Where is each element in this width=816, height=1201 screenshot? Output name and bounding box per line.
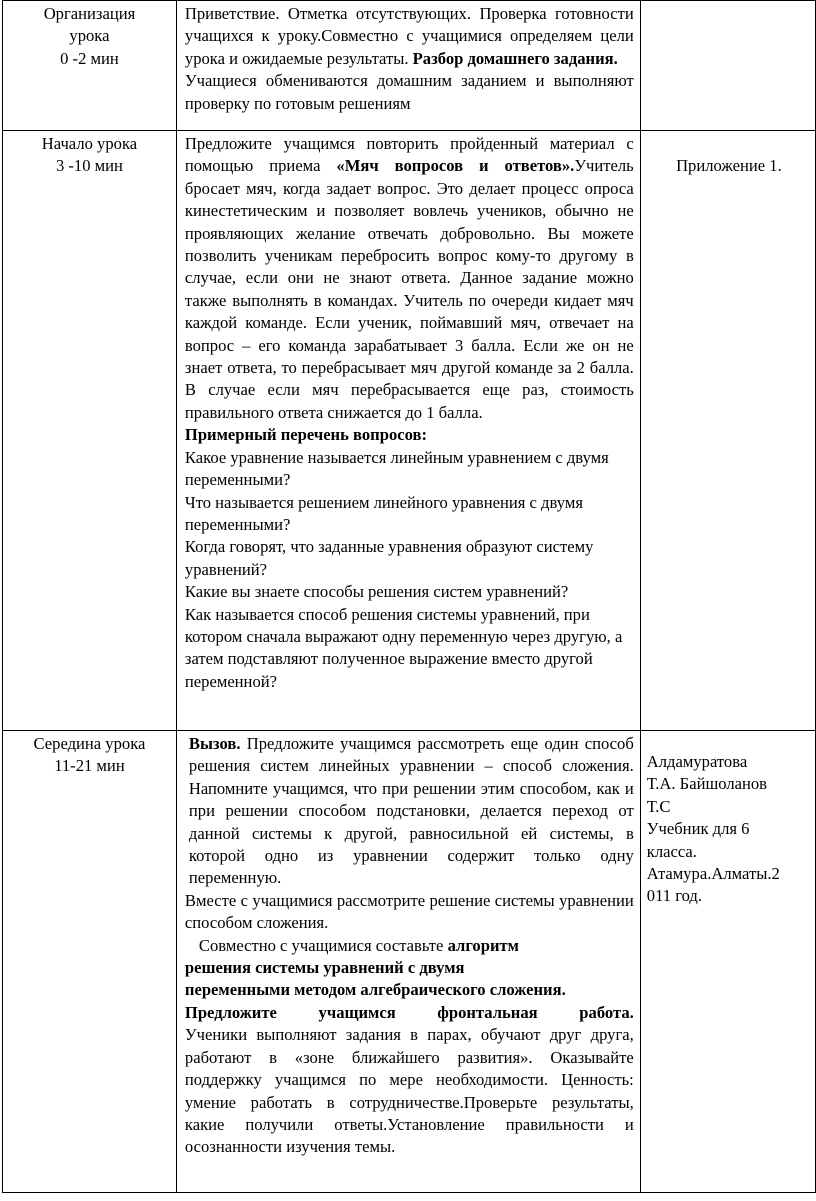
table-row (3, 1, 816, 131)
content-paragraph (185, 979, 634, 1001)
lesson-plan-table (2, 0, 816, 1193)
content-bold: решения системы уравнений с двумя (184, 958, 465, 978)
questions-title (185, 424, 634, 446)
content-text: Совместно с учащимися составьте (198, 935, 444, 955)
resources-line: Алдамуратова (646, 752, 748, 771)
stage-cell (3, 731, 177, 1193)
challenge-label: Вызов. (188, 734, 241, 753)
content-paragraph (185, 935, 634, 957)
resources-line: Т.С (646, 796, 671, 816)
question-item: Какие вы знаете способы решения систем уравнений? (184, 582, 569, 602)
table-row (3, 731, 816, 1193)
question-item: Что называется решением линейного уравнения с двумя переменными? (184, 492, 583, 534)
content-bold: «Мяч вопросов и ответов». (336, 156, 575, 176)
content-bold: Разбор домашнего задания. (412, 48, 618, 68)
table-row (3, 131, 816, 731)
resources-line: 011 год. (646, 886, 703, 906)
content-text: Предложите учащимся рассмотреть еще один способ решения систем линейных уравнении – способ сложения. Напомните учащимся, что при решении этим способом, как и при решении способом подстановки, делается переход от данной системы к другой, равносильной ей системы, в которой одно из уравнении содержит только одну переменную. (188, 734, 634, 888)
content-bold: алгоритм (447, 935, 519, 955)
resources-cell (640, 731, 815, 1193)
stage-time: 0 -2 мин (60, 48, 119, 68)
question-item: Как называется способ решения системы уравнений, при котором сначала выражают одну переменную через другую, а затем подставляют полученное выражение вместо другой переменной? (184, 604, 623, 691)
resources-cell (640, 1, 815, 131)
content-paragraph: Вместе с учащимися рассмотрите решение системы уравнении способом сложения. (184, 890, 634, 933)
stage-cell (3, 131, 177, 731)
stage-time: 3 -10 мин (55, 156, 123, 176)
stage-time: 11-21 мин (54, 756, 125, 776)
content-paragraph: Учащиеся обмениваются домашним заданием и выполняют проверку по готовым решениям (184, 71, 634, 113)
resources-line: Т.А. Байшоланов (646, 774, 767, 794)
content-text: Предложите учащимся повторить пройденный материал с помощью приема (184, 134, 634, 176)
resources-line: Атамура.Алматы.2 (646, 864, 780, 884)
content-paragraph: Ученики выполняют задания в парах, обучают друг друга, работают в «зоне ближайшего развития». Оказывайте поддержку учащимся по мере необходимости. Ценность: умение работать в сотрудничестве.Проверьте результаты, какие получили ответы.Установление правильности и осознанности изучения темы. (184, 1025, 634, 1157)
stage-cell (3, 1, 177, 131)
resources-text: Приложение 1. (676, 156, 782, 175)
content-paragraph (185, 3, 634, 70)
content-cell (176, 131, 640, 731)
content-bold: Предложите учащимся фронтальная работа. (184, 1002, 634, 1022)
resources-line: Учебник для 6 (646, 819, 750, 839)
content-cell (176, 1, 640, 131)
content-cell (176, 731, 640, 1193)
questions-title-text: Примерный перечень вопросов: (184, 425, 428, 445)
content-paragraph (185, 957, 634, 979)
content-paragraph (185, 1002, 634, 1024)
content-paragraph (185, 133, 634, 424)
content-bold: переменными методом алгебраического сложения. (184, 980, 566, 1000)
question-item: Когда говорят, что заданные уравнения образуют систему уравнений? (184, 537, 594, 579)
content-text: Учитель бросает мяч, когда задает вопрос. Это делает процесс опроса кинестетическим и позволяет вовлечь учеников, обычно не проявляющих желание отвечать добровольно. Вы можете позволить ученикам перебросить вопрос кому-то другому в случае, если они не знают ответа. Данное задание можно также выполнять в командах. Учитель по очереди кидает мяч каждой команде. Если ученик, поймавший мяч, отвечает на вопрос – его команда зарабатывает 3 балла. Если же он не знает ответа, то перебрасывает мяч другой команде за 2 балла. В случае если мяч перебрасывается еще раз, стоимость правильного ответа снижается до 1 балла. (184, 156, 634, 422)
stage-name: Организация урока (43, 4, 136, 46)
content-paragraph (185, 733, 634, 890)
question-item: Какое уравнение называется линейным уравнением с двумя переменными? (184, 447, 609, 490)
stage-name: Начало урока (41, 134, 138, 153)
content-text: Приветствие. Отметка отсутствующих. Проверка готовности учащихся к уроку.Совместно с учащимися определяем цели урока и ожидаемые результаты. (184, 4, 634, 68)
stage-name: Середина урока (33, 734, 146, 753)
resources-line: класса. (646, 841, 697, 861)
resources-cell (640, 131, 815, 731)
